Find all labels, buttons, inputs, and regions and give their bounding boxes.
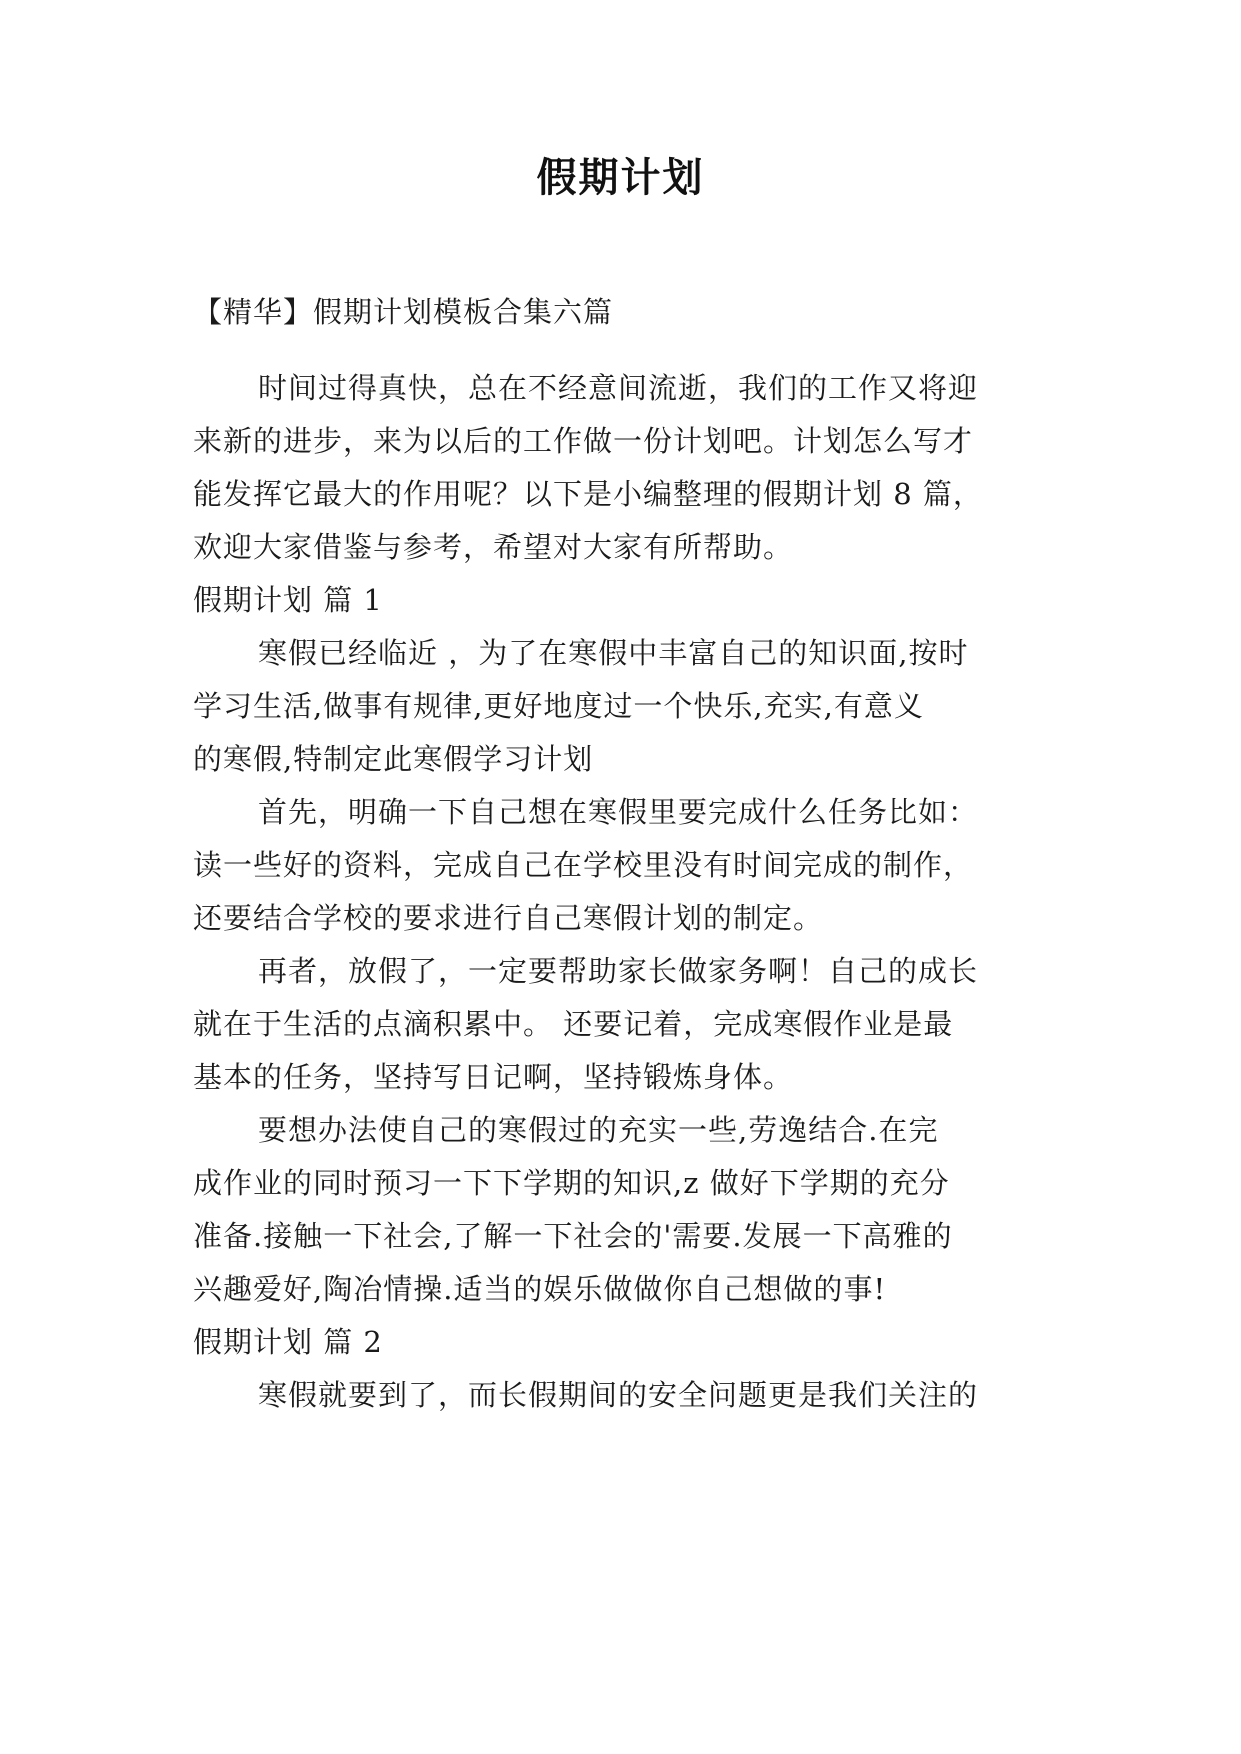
section-heading-2: 假期计划 篇 2 (193, 1325, 383, 1359)
document-subtitle: 【精华】假期计划模板合集六篇 (193, 295, 614, 329)
intro-line-1: 时间过得真快，总在不经意间流逝，我们的工作又将迎 (258, 371, 979, 405)
section1-para4-line-1: 要想办法使自己的寒假过的充实一些,劳逸结合.在完 (258, 1113, 939, 1147)
document-title: 假期计划 (536, 154, 705, 201)
section1-para1-line-2: 学习生活,做事有规律,更好地度过一个快乐,充实,有意义 (193, 689, 924, 723)
intro-line-2: 来新的进步，来为以后的工作做一份计划吧。计划怎么写才 (193, 424, 974, 458)
section1-para1-line-1: 寒假已经临近 ，为了在寒假中丰富自己的知识面,按时 (258, 636, 969, 670)
section1-para2-line-2: 读一些好的资料，完成自己在学校里没有时间完成的制作， (193, 848, 974, 882)
section1-para3-line-3: 基本的任务，坚持写日记啊，坚持锻炼身体。 (193, 1060, 794, 1094)
section1-para2-line-1: 首先，明确一下自己想在寒假里要完成什么任务比如： (258, 795, 979, 829)
section1-para4-line-2: 成作业的同时预习一下下学期的知识,z 做好下学期的充分 (193, 1166, 950, 1200)
intro-line-3: 能发挥它最大的作用呢？以下是小编整理的假期计划 8 篇， (193, 477, 983, 511)
section1-para3-line-1: 再者，放假了，一定要帮助家长做家务啊！自己的成长 (258, 954, 979, 988)
section1-para1-line-3: 的寒假,特制定此寒假学习计划 (193, 742, 594, 776)
intro-line-4: 欢迎大家借鉴与参考，希望对大家有所帮助。 (193, 530, 794, 564)
section1-para4-line-3: 准备.接触一下社会,了解一下社会的'需要.发展一下高雅的 (193, 1219, 953, 1253)
section1-para2-line-3: 还要结合学校的要求进行自己寒假计划的制定。 (193, 901, 824, 935)
section1-para4-line-4: 兴趣爱好,陶冶情操.适当的娱乐做做你自己想做的事! (193, 1272, 887, 1306)
section2-para1-line-1: 寒假就要到了，而长假期间的安全问题更是我们关注的 (258, 1378, 979, 1412)
section-heading-1: 假期计划 篇 1 (193, 583, 383, 617)
section1-para3-line-2: 就在于生活的点滴积累中。 还要记着，完成寒假作业是最 (193, 1007, 954, 1041)
